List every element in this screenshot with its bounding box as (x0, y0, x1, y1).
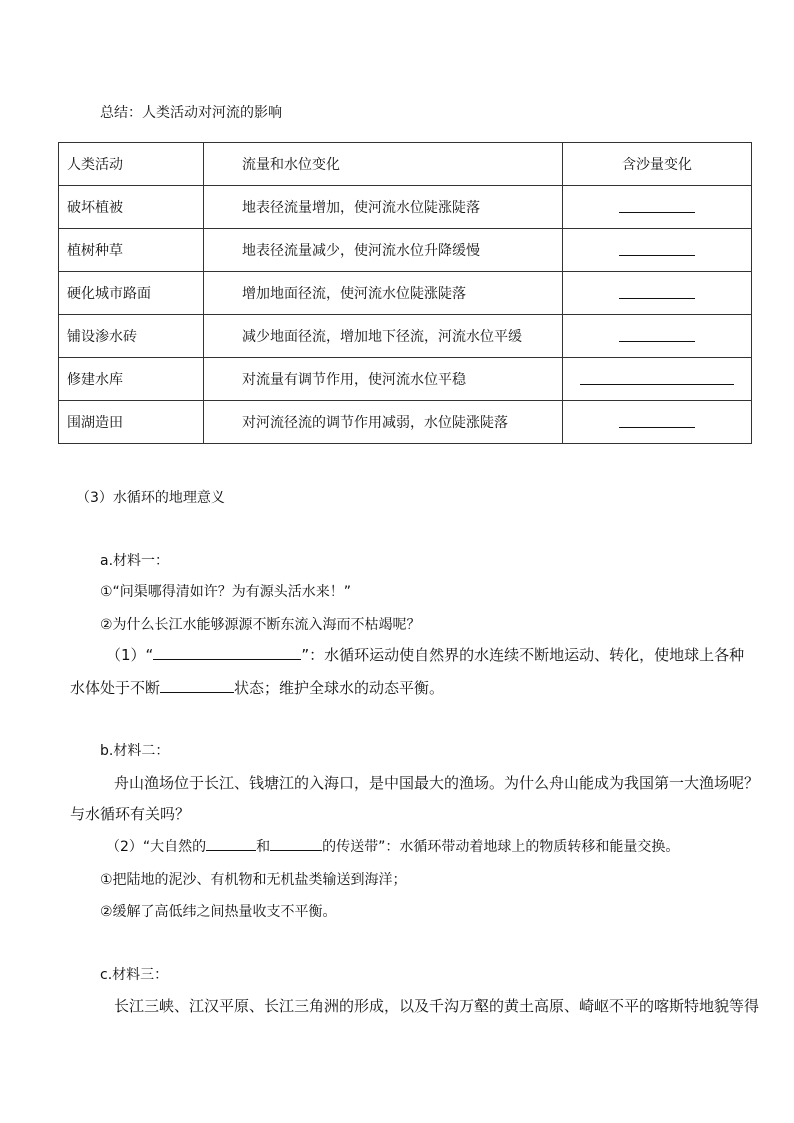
material-a-quote: ①“问渠哪得清如许？为有源头活水来！” (100, 584, 352, 600)
cell-activity: 围湖造田 (59, 401, 204, 444)
header-activity: 人类活动 (59, 143, 204, 186)
table-row (59, 401, 752, 444)
cell-change: 对河流径流的调节作用减弱，水位陡涨陡落 (204, 401, 563, 444)
table-header-row (59, 143, 752, 186)
cell-activity: 硬化城市路面 (59, 272, 204, 315)
material-c-label: c.材料三： (100, 967, 169, 983)
cell-sediment[interactable] (563, 315, 752, 358)
material-a-label: a.材料一： (100, 553, 170, 569)
table-row (59, 272, 752, 315)
cell-sediment[interactable] (563, 229, 752, 272)
cell-activity: 破坏植被 (59, 186, 204, 229)
blank-line[interactable] (619, 413, 695, 428)
cell-sediment[interactable] (563, 358, 752, 401)
header-sediment: 含沙量变化 (563, 143, 752, 186)
p2-b: 和 (256, 839, 271, 855)
p2-a: （2）“大自然的 (106, 839, 207, 855)
cell-change: 地表径流量增加，使河流水位陡涨陡落 (204, 186, 563, 229)
blank-line[interactable] (619, 327, 695, 342)
material-a-question: ②为什么长江水能够源源不断东流入海而不枯竭呢？ (100, 617, 421, 633)
list-item: ①把陆地的泥沙、有机物和无机盐类输送到海洋； (100, 872, 407, 888)
material-b-text-2: 与水循环有关吗？ (70, 805, 191, 823)
p2-c: 的传送带”：水循环带动着地球上的物质转移和能量交换。 (322, 839, 680, 855)
cell-activity: 修建水库 (59, 358, 204, 401)
cell-sediment[interactable] (563, 186, 752, 229)
p1-mid: ”：水循环运动使自然界的水连续不断地运动、转化，使地球上各种 (301, 646, 745, 664)
cell-sediment[interactable] (563, 401, 752, 444)
p1-line2-a: 水体处于不断 (70, 679, 161, 697)
material-c-text-1: 长江三峡、江汉平原、长江三角洲的形成，以及千沟万壑的黄土高原、崎岖不平的喀斯特地貌等得 (114, 997, 760, 1015)
list-item: ②缓解了高低纬之间热量收支不平衡。 (100, 904, 337, 920)
header-flow-level: 流量和水位变化 (204, 143, 563, 186)
material-b-label: b.材料二： (100, 743, 170, 759)
table-row (59, 229, 752, 272)
blank-line[interactable] (153, 645, 301, 660)
p1-line2-b: 状态；维护全球水的动态平衡。 (234, 679, 445, 697)
blank-line[interactable] (270, 836, 322, 851)
cell-activity: 植树种草 (59, 229, 204, 272)
cell-change: 对流量有调节作用，使河流水位平稳 (204, 358, 563, 401)
section-heading: （3）水循环的地理意义 (76, 490, 225, 506)
blank-line[interactable] (160, 678, 234, 693)
blank-line[interactable] (619, 241, 695, 256)
cell-change: 增加地面径流，使河流水位陡涨陡落 (204, 272, 563, 315)
cell-change: 地表径流量减少，使河流水位升降缓慢 (204, 229, 563, 272)
cell-change: 减少地面径流，增加地下径流，河流水位平缓 (204, 315, 563, 358)
paragraph-2 (106, 836, 679, 856)
paragraph-1-line-2 (70, 677, 444, 698)
blank-line[interactable] (619, 284, 695, 299)
table-row (59, 315, 752, 358)
summary-title: 总结：人类活动对河流的影响 (100, 105, 282, 121)
paragraph-1-line-1 (106, 644, 744, 665)
cell-sediment[interactable] (563, 272, 752, 315)
material-b-text-1: 舟山渔场位于长江、钱塘江的入海口，是中国最大的渔场。为什么舟山能成为我国第一大渔场呢？ (114, 774, 760, 792)
blank-line[interactable] (619, 198, 695, 213)
table-row (59, 186, 752, 229)
blank-line[interactable] (580, 370, 734, 385)
table-row (59, 358, 752, 401)
human-impact-table (58, 142, 752, 444)
cell-activity: 铺设渗水砖 (59, 315, 204, 358)
blank-line[interactable] (206, 836, 256, 851)
p1-prefix: （1）“ (106, 646, 154, 664)
